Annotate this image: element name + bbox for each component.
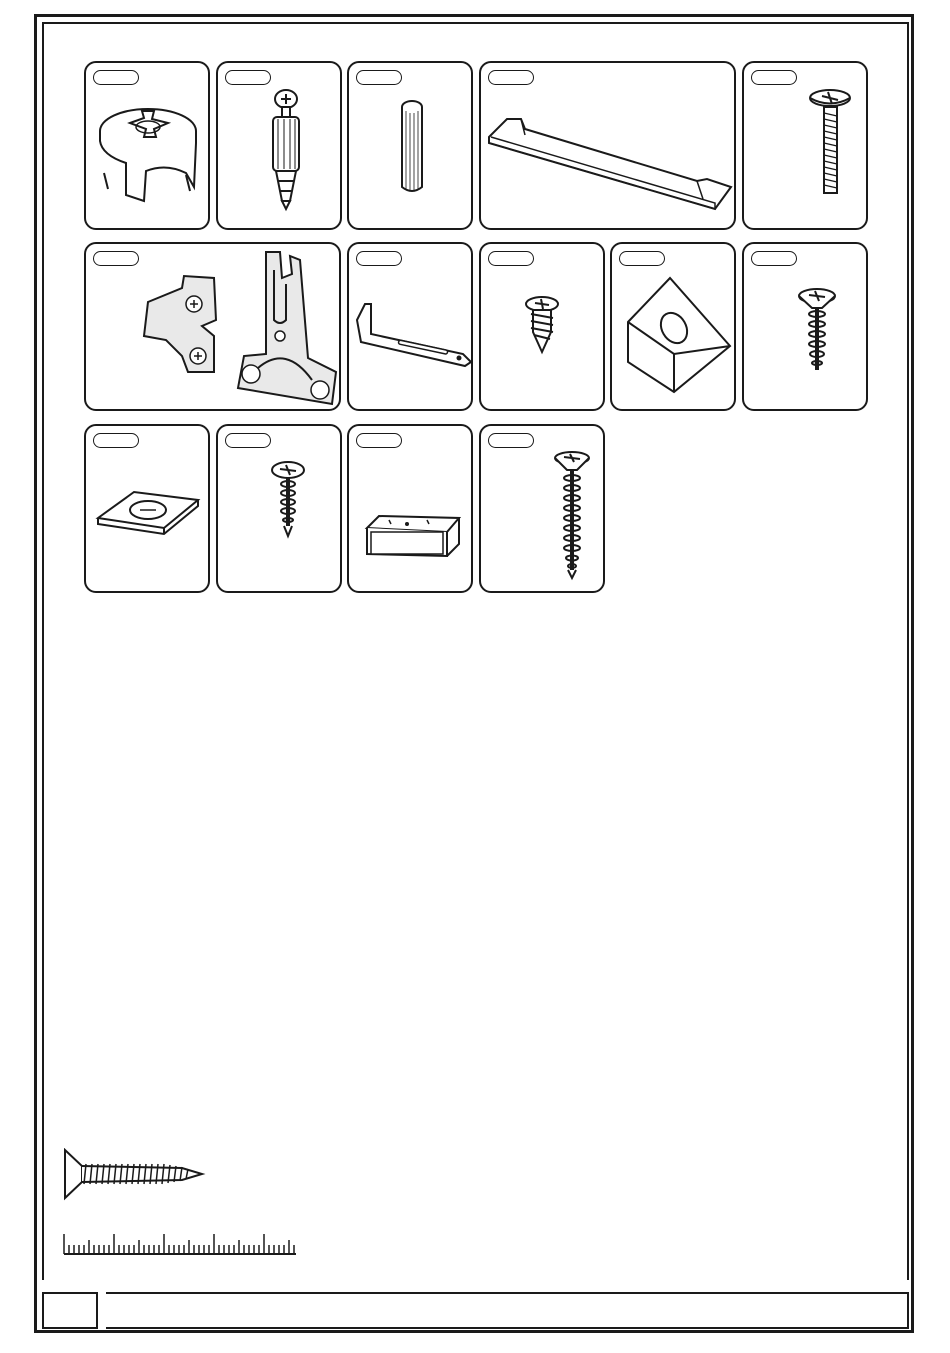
part-short-screw	[479, 242, 605, 411]
long-countersunk-screw-icon	[481, 426, 607, 595]
cam-bolt-icon	[218, 63, 344, 232]
part-cam-lock	[84, 61, 210, 230]
reference-screw-icon	[62, 1148, 212, 1202]
part-hinge	[84, 242, 341, 411]
part-screw-medium	[742, 242, 868, 411]
handle-icon	[481, 63, 738, 232]
short-screw-icon	[481, 244, 607, 413]
part-wall-bracket	[347, 242, 473, 411]
part-handle	[479, 61, 736, 230]
page-number-box	[42, 1292, 98, 1329]
part-washer-plate	[84, 424, 210, 593]
corner-block-icon	[612, 244, 738, 413]
part-long-screw	[479, 424, 605, 593]
cam-lock-icon	[86, 63, 212, 232]
part-wood-dowel	[347, 61, 473, 230]
wall-bracket-icon	[349, 244, 475, 413]
machine-screw-icon	[744, 63, 870, 232]
countersunk-screw-icon	[744, 244, 870, 413]
part-corner-block	[610, 242, 736, 411]
ruler-icon	[62, 1228, 298, 1258]
part-wafer-screw	[216, 424, 342, 593]
washer-plate-icon	[86, 426, 212, 595]
hinge-icon	[86, 244, 343, 413]
part-foot-block	[347, 424, 473, 593]
wood-dowel-icon	[349, 63, 475, 232]
wafer-head-screw-icon	[218, 426, 344, 595]
part-cam-bolt	[216, 61, 342, 230]
part-machine-screw	[742, 61, 868, 230]
footer-bar	[106, 1292, 909, 1329]
foot-block-icon	[349, 426, 475, 595]
